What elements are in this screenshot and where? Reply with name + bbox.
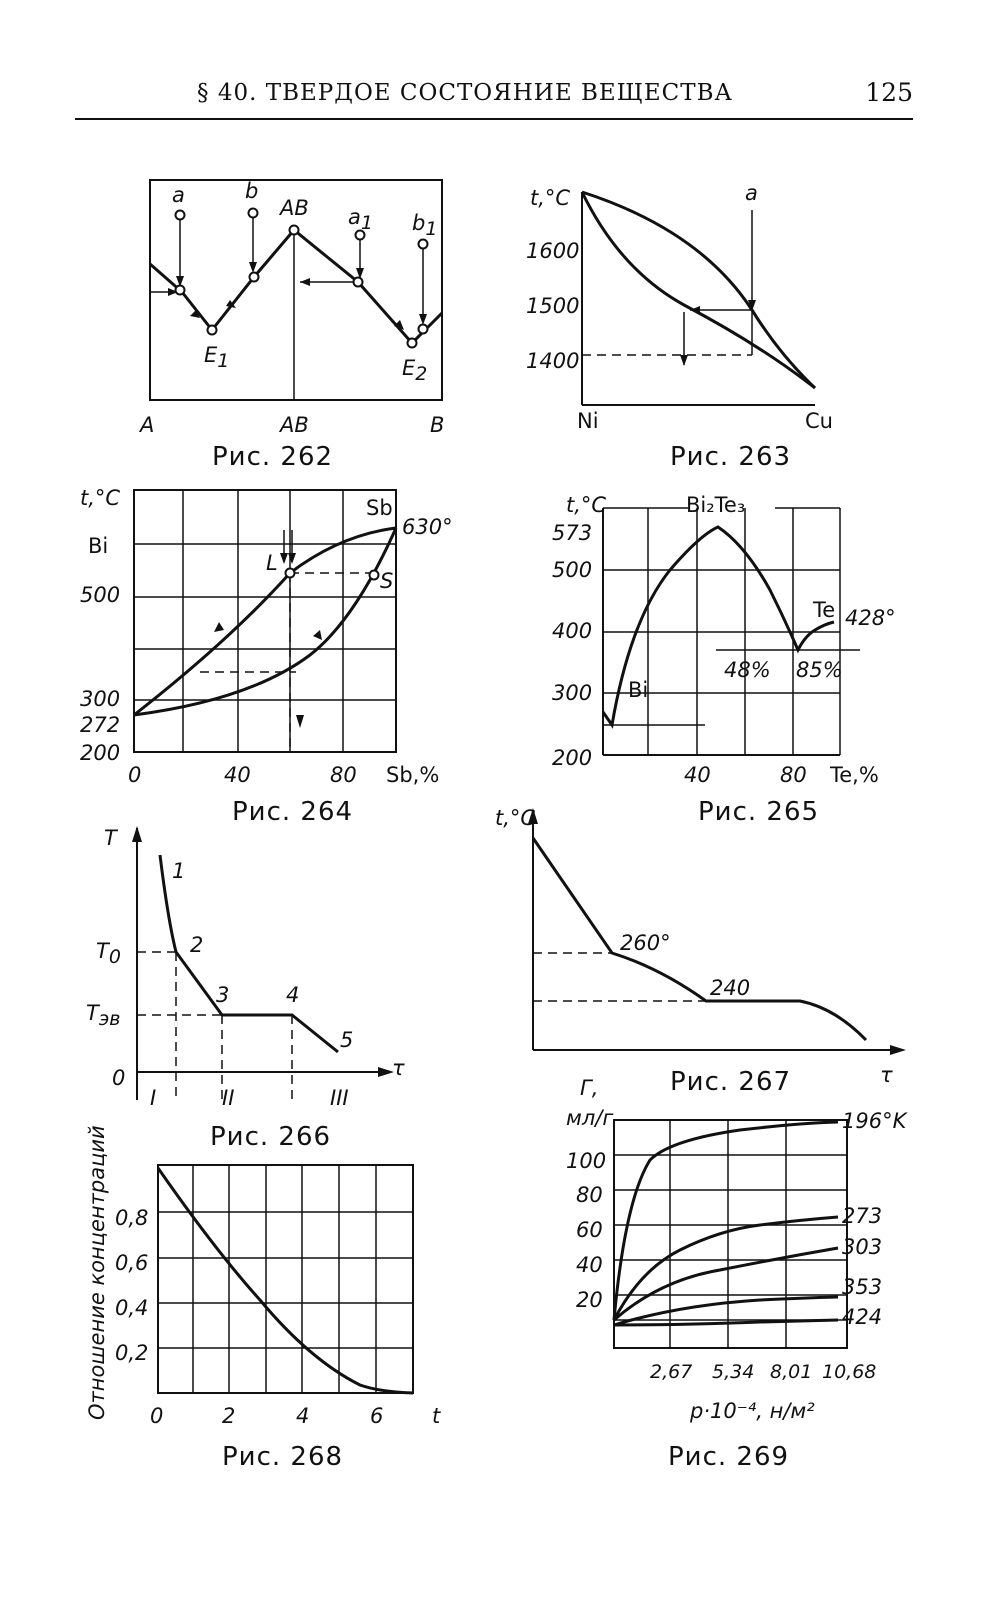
fig264-label-l: L <box>266 551 278 575</box>
fig267-cooling-curve <box>533 838 866 1040</box>
fig265-y-title: t,°C <box>566 493 607 517</box>
fig268-x-tick-4: 4 <box>296 1404 310 1428</box>
fig265-x-tick-40: 40 <box>684 763 711 787</box>
fig267-x-arrowhead <box>890 1045 906 1055</box>
fig263-liquidus-curve <box>582 192 815 388</box>
fig266-y-arrowhead <box>132 826 142 842</box>
fig262-caption: Рис. 262 <box>212 442 334 472</box>
fig264-x-tick-0: 0 <box>128 763 142 787</box>
fig266-x-title: τ <box>392 1056 405 1080</box>
fig266-label-tev: Tэв <box>86 1001 121 1030</box>
fig265-label-bi: Bi <box>628 678 649 702</box>
fig269-y-tick-100: 100 <box>566 1149 607 1173</box>
figure-262 <box>138 179 444 472</box>
fig265-y-tick-200: 200 <box>552 746 593 770</box>
fig262-arrowhead-b <box>249 262 257 273</box>
fig263-y-tick-1600: 1600 <box>526 239 580 263</box>
fig266-point-2: 2 <box>190 933 204 957</box>
fig262-label-a1: a1 <box>348 205 373 234</box>
figure-265 <box>552 493 896 827</box>
fig269-y-title-2: мл/г <box>566 1106 614 1130</box>
fig267-caption: Рис. 267 <box>670 1067 792 1097</box>
fig264-arrowhead-liquidus <box>214 622 224 632</box>
fig264-y-tick-200: 200 <box>80 741 121 765</box>
fig263-x-label-ni: Ni <box>577 409 599 433</box>
fig269-x-tick-801: 8,01 <box>770 1361 813 1383</box>
fig265-label-te: Te <box>813 598 836 622</box>
figure-264 <box>80 486 453 827</box>
fig262-point <box>354 278 363 287</box>
fig264-y-label-bi: Bi <box>88 534 109 558</box>
fig264-x-tick-40: 40 <box>224 763 251 787</box>
fig264-label-sb: Sb <box>366 496 393 520</box>
fig268-y-tick-02: 0,2 <box>115 1341 149 1365</box>
fig266-point-1: 1 <box>172 859 186 883</box>
fig265-y-tick-300: 300 <box>552 681 593 705</box>
fig264-x-unit: Sb,% <box>386 763 440 787</box>
fig265-y-tick-500: 500 <box>552 558 593 582</box>
fig269-y-tick-20: 20 <box>576 1288 603 1312</box>
fig264-y-tick-300: 300 <box>80 687 121 711</box>
fig264-y-title: t,°C <box>80 486 121 510</box>
fig263-y-tick-1400: 1400 <box>526 349 580 373</box>
fig266-region-3: III <box>330 1086 349 1110</box>
fig262-x-label-a: A <box>140 413 155 437</box>
fig264-arrowhead-bottom <box>296 715 304 728</box>
fig268-y-tick-06: 0,6 <box>115 1251 149 1275</box>
fig262-x-label-ab: AB <box>280 413 309 437</box>
fig262-point-e1 <box>208 326 217 335</box>
fig262-point <box>176 286 185 295</box>
fig268-x-tick-6: 6 <box>370 1404 384 1428</box>
fig269-x-tick-267: 2,67 <box>650 1361 693 1383</box>
fig265-y-tick-400: 400 <box>552 619 593 643</box>
fig264-arrowhead <box>280 553 288 564</box>
fig264-label-s: S <box>380 569 394 593</box>
figure-268 <box>85 1125 441 1472</box>
fig268-y-tick-08: 0,8 <box>115 1206 149 1230</box>
fig269-x-tick-534: 5,34 <box>712 1361 755 1383</box>
fig263-y-tick-1500: 1500 <box>526 294 580 318</box>
fig267-x-title: τ <box>880 1063 893 1087</box>
fig269-series-353: 353 <box>842 1275 883 1299</box>
fig262-label-e1: E1 <box>204 343 230 372</box>
fig262-point <box>250 273 259 282</box>
fig266-cooling-curve <box>160 855 338 1052</box>
fig267-y-title: t,°C <box>495 806 536 830</box>
fig269-series-196: 196°K <box>842 1109 907 1133</box>
fig262-arrowhead-mid <box>300 278 310 286</box>
fig262-label-b1: b1 <box>412 211 438 240</box>
fig269-y-title-1: Г, <box>580 1076 599 1100</box>
figure-269 <box>566 1076 909 1472</box>
fig265-label-85: 85% <box>796 658 843 682</box>
fig269-y-tick-60: 60 <box>576 1218 603 1242</box>
fig265-compound: Bi₂Te₃ <box>686 493 746 517</box>
fig262-point-b1-start <box>419 240 428 249</box>
fig263-marker-a: a <box>745 181 758 205</box>
fig265-x-tick-80: 80 <box>780 763 807 787</box>
fig267-label-260: 260° <box>620 931 671 955</box>
page-number: 125 <box>865 78 913 107</box>
fig265-label-48: 48% <box>724 658 771 682</box>
fig269-x-tick-1068: 10,68 <box>822 1361 877 1383</box>
fig262-label-a: a <box>172 183 185 207</box>
fig269-y-tick-80: 80 <box>576 1183 603 1207</box>
fig264-arrowhead-solidus <box>313 630 322 640</box>
fig264-solidus-curve <box>134 528 396 715</box>
fig269-series-424: 424 <box>842 1305 883 1329</box>
fig262-label-b: b <box>245 179 259 203</box>
fig268-caption: Рис. 268 <box>222 1442 344 1472</box>
fig268-x-tick-2: 2 <box>222 1404 236 1428</box>
fig262-x-label-b: B <box>430 413 445 437</box>
fig264-caption: Рис. 264 <box>232 797 354 827</box>
fig263-y-title: t,°C <box>530 186 571 210</box>
fig262-point-ab <box>290 226 299 235</box>
fig266-point-3: 3 <box>216 983 230 1007</box>
fig268-frame <box>158 1165 413 1393</box>
fig264-y-tick-500: 500 <box>80 583 121 607</box>
fig263-arrowhead-down <box>680 355 688 366</box>
fig269-isotherm-303 <box>614 1248 838 1320</box>
fig264-y-tick-272: 272 <box>80 713 121 737</box>
fig263-arrowhead-tie <box>690 306 700 314</box>
fig263-caption: Рис. 263 <box>670 442 792 472</box>
fig268-x-title: t <box>432 1404 441 1428</box>
fig262-point <box>419 325 428 334</box>
fig267-label-240: 240 <box>710 976 751 1000</box>
fig266-label-t0: T0 <box>96 939 121 968</box>
fig264-point-s <box>370 571 379 580</box>
fig268-y-title: Отношение концентраций <box>85 1125 109 1420</box>
fig264-frame <box>134 490 396 752</box>
fig269-y-tick-40: 40 <box>576 1253 603 1277</box>
fig264-liquidus-curve <box>134 528 396 715</box>
fig264-arrowhead <box>288 553 296 564</box>
fig265-y-tick-573: 573 <box>552 521 593 545</box>
fig268-y-tick-04: 0,4 <box>115 1296 149 1320</box>
fig264-point-l <box>286 569 295 578</box>
fig263-x-label-cu: Cu <box>805 409 833 433</box>
fig264-label-630: 630° <box>402 515 453 539</box>
fig269-x-title: p·10⁻⁴, н/м² <box>690 1399 815 1423</box>
fig266-region-1: I <box>150 1086 157 1110</box>
fig262-arrowhead-b1 <box>419 314 427 325</box>
fig269-series-273: 273 <box>842 1204 883 1228</box>
fig264-x-tick-80: 80 <box>330 763 357 787</box>
fig269-caption: Рис. 269 <box>668 1442 790 1472</box>
fig262-label-ab: AB <box>280 196 309 220</box>
fig262-point-e2 <box>408 339 417 348</box>
fig262-point-b-start <box>249 209 258 218</box>
fig265-label-428: 428° <box>845 606 896 630</box>
fig268-x-tick-0: 0 <box>150 1404 164 1428</box>
fig266-point-4: 4 <box>286 983 300 1007</box>
fig263-solidus-curve <box>582 192 815 388</box>
fig262-label-e2: E2 <box>402 356 428 385</box>
fig265-caption: Рис. 265 <box>698 797 820 827</box>
fig269-series-303: 303 <box>842 1235 883 1259</box>
fig266-point-5: 5 <box>340 1028 354 1052</box>
fig266-caption: Рис. 266 <box>210 1122 332 1152</box>
figure-266 <box>86 826 405 1152</box>
fig266-region-2: II <box>222 1086 235 1110</box>
figure-263 <box>526 181 833 472</box>
figure-267 <box>495 806 906 1097</box>
fig269-frame <box>614 1120 847 1348</box>
fig266-y-title: T <box>104 826 117 850</box>
fig266-label-zero: 0 <box>112 1066 126 1090</box>
running-title: § 40. ТВЕРДОЕ СОСТОЯНИЕ ВЕЩЕСТВА <box>197 80 733 106</box>
fig268-decay-curve <box>158 1168 413 1393</box>
fig262-point-a-start <box>176 211 185 220</box>
fig265-x-unit: Te,% <box>830 763 879 787</box>
